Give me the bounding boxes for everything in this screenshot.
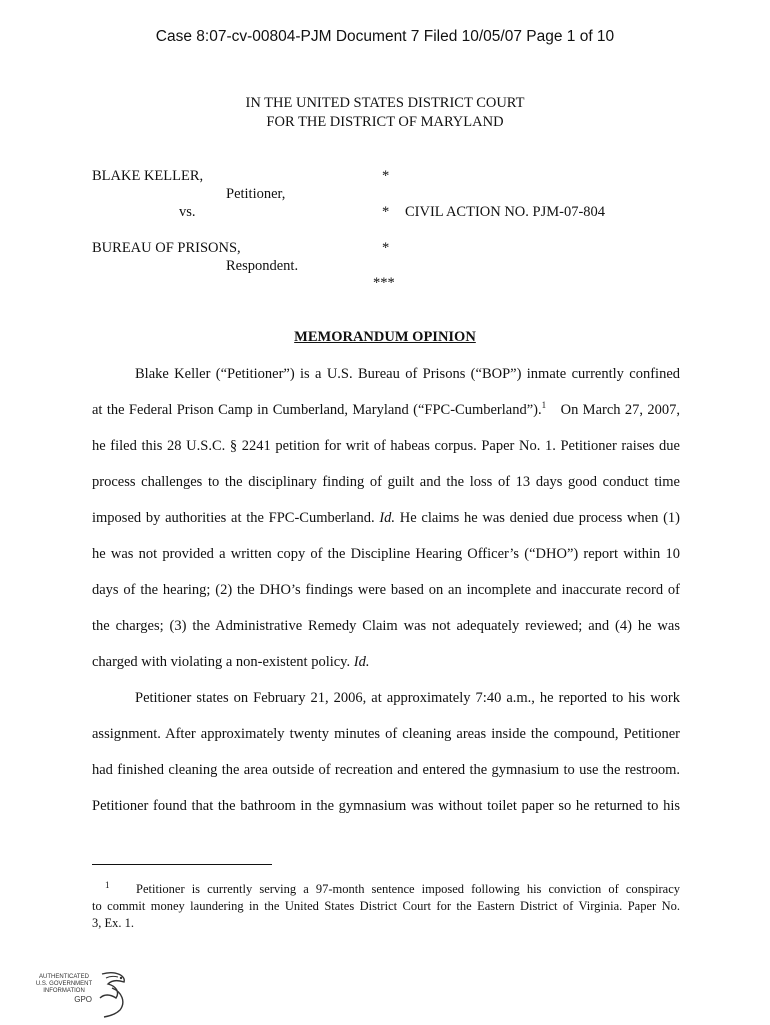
case-header: Case 8:07-cv-00804-PJM Document 7 Filed 10/05/07 Page 1 of 10	[155, 28, 615, 45]
body-line: Petitioner found that the bathroom in the gymnasium was without toilet paper so he returned to his	[92, 798, 680, 814]
caption-star: *	[382, 168, 390, 184]
footnote-ref: 1	[541, 400, 547, 410]
body-line: days of the hearing; (2) the DHO’s findings were based on an incomplete and inaccurate record of	[92, 582, 680, 598]
footnote-number: 1	[105, 880, 110, 890]
petitioner-role: Petitioner,	[226, 186, 286, 202]
footnote-line: to commit money laundering in the United States District Court for the Eastern District of Virginia. Paper No.	[92, 899, 680, 913]
citation-id: Id.	[353, 654, 370, 670]
court-name-line2: FOR THE DISTRICT OF MARYLAND	[266, 114, 504, 130]
petitioner-name: BLAKE KELLER,	[92, 168, 204, 184]
body-line: assignment. After approximately twenty minutes of cleaning areas inside the compound, Petitioner	[92, 726, 680, 742]
civil-action-number: CIVIL ACTION NO. PJM-07-804	[405, 204, 606, 220]
caption-star: *	[382, 204, 390, 220]
body-line: Blake Keller (“Petitioner”) is a U.S. Bureau of Prisons (“BOP”) inmate currently confined	[135, 366, 680, 382]
respondent-name: BUREAU OF PRISONS,	[92, 240, 241, 256]
body-line: the charges; (3) the Administrative Remedy Claim was not adequately reviewed; and (4) he was	[92, 618, 680, 634]
footnote-line: 3, Ex. 1.	[92, 916, 135, 930]
caption-star: *	[382, 240, 390, 256]
body-line: at the Federal Prison Camp in Cumberland, Maryland (“FPC-Cumberland”).$^1$ On March 27, 2007,	[92, 400, 680, 418]
citation-id: Id.	[379, 510, 396, 526]
footnote-line: Petitioner is currently serving a 97-month sentence imposed following his conviction of conspiracy	[136, 882, 680, 896]
body-line: he filed this 28 U.S.C. § 2241 petition for writ of habeas corpus. Paper No. 1. Petitioner raises due	[92, 438, 680, 454]
body-line: Petitioner states on February 21, 2006, at approximately 7:40 a.m., he reported to his work	[135, 690, 680, 706]
body-line: charged with violating a non-existent policy. Id.	[92, 654, 370, 670]
caption-stars-separator: ***	[373, 275, 395, 291]
court-name-line1: IN THE UNITED STATES DISTRICT COURT	[245, 95, 525, 111]
footnote-divider	[92, 864, 272, 865]
versus: vs.	[179, 204, 196, 220]
body-line: he was not provided a written copy of the Discipline Hearing Officer’s (“DHO”) report within 10	[92, 546, 680, 562]
document-title: MEMORANDUM OPINION	[294, 329, 476, 345]
body-line: had finished cleaning the area outside of recreation and entered the gymnasium to use the restroom.	[92, 762, 680, 778]
body-line: imposed by authorities at the FPC-Cumberland. Id. He claims he was denied due process when (1)	[92, 510, 680, 526]
respondent-role: Respondent.	[226, 258, 299, 274]
body-line: process challenges to the disciplinary finding of guilt and the loss of 13 days good conduct time	[92, 474, 680, 490]
gpo-logo-text: AUTHENTICATED U.S. GOVERNMENT INFORMATION GPO	[35, 974, 93, 1004]
